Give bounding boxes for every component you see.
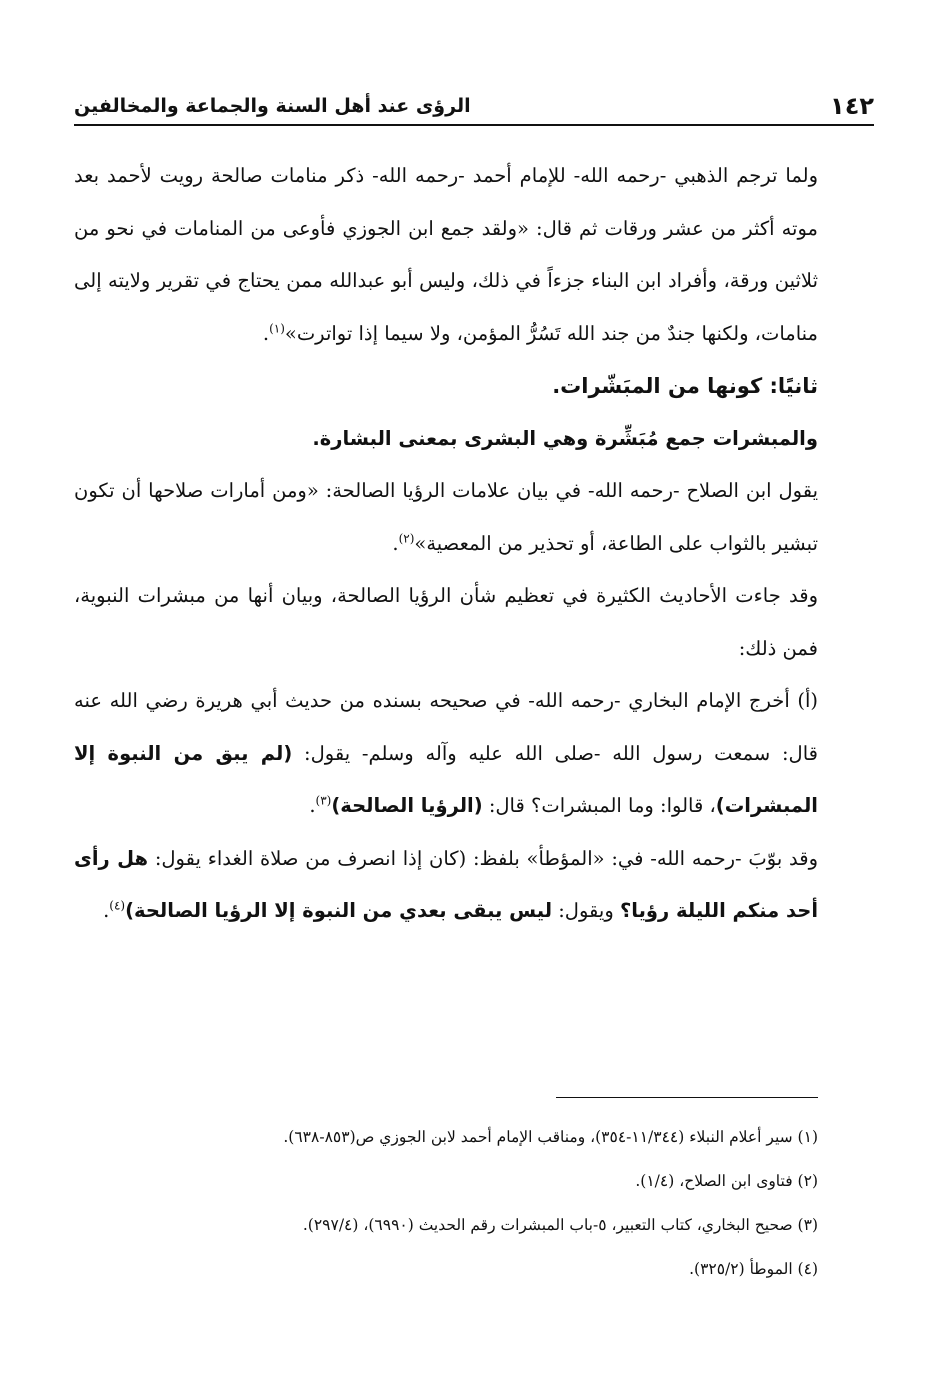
footnote-ref-4: (٤) — [109, 898, 126, 913]
running-title: الرؤى عند أهل السنة والجماعة والمخالفين — [74, 95, 471, 117]
paragraph-text: وقد بوّبَ -رحمه الله- في: «المؤطأ» بلفظ: (كان إذا انصرف من صلاة الغداء يقول: — [148, 846, 818, 870]
paragraph-muwatta — [74, 833, 818, 938]
hadith-quote: ليس يبقى بعدي من النبوة إلا الرؤيا الصالحة) — [125, 899, 553, 922]
paragraph-text: ويقول: — [552, 899, 620, 922]
hadith-quote: هل رأى أحد منكم الليلة رؤيا؟ — [74, 846, 818, 922]
paragraph-text: (أ) أخرج الإمام البخاري -رحمه الله- في صحيحه بسنده من حديث أبي هريرة رضي الله عنه قال: سمعت رسول الله -صلى الله عليه وآله وسلم- يقول: — [74, 689, 818, 765]
paragraph-end: . — [309, 794, 316, 817]
page-header — [74, 88, 874, 126]
paragraph-end: . — [392, 531, 399, 555]
footnotes — [74, 1115, 818, 1291]
hadith-quote: (الرؤيا الصالحة) — [331, 794, 483, 817]
paragraph-end: . — [103, 899, 110, 922]
paragraph-text: يقول ابن الصلاح -رحمه الله- في بيان علامات الرؤيا الصالحة: «ومن أمارات صلاحها أن تكون تبشير بالثواب على الطاعة، أو تحذير من المعصية» — [74, 479, 818, 555]
footnote-1: (١) سير أعلام النبلاء (١١/٣٤٤-٣٥٤)، ومناقب الإمام أحمد لابن الجوزي ص(٨٥٣-٦٣٨). — [283, 1128, 818, 1146]
footnote-divider — [556, 1097, 818, 1098]
hadith-quote: (لم يبق من النبوة إلا المبشرات) — [74, 741, 818, 817]
paragraph-bukhari — [74, 675, 818, 833]
paragraph-text: ، قالوا: وما المبشرات؟ قال: — [482, 794, 716, 817]
footnote-ref-2: (٢) — [398, 531, 415, 545]
footnote-ref-1: (١) — [269, 321, 285, 335]
paragraph-dhahabi — [74, 150, 818, 360]
main-text — [74, 150, 818, 938]
paragraph-text: ولما ترجم الذهبي -رحمه الله- للإمام أحمد -رحمه الله- ذكر منامات صالحة رويت لأحمد بعد موته أكثر من عشر ورقات ثم قال: «ولقد جمع ابن الجوزي فأوعى من المنامات في نحو من ثلاثين ورقة، وأفراد ابن البناء جزءاً في ذلك، وليس أبو عبدالله ممن يحتاج في تقرير ولايته إلى منامات، ولكنها جندٌ من جند الله تَسُرُّ المؤمن، ولا سيما إذا تواترت» — [74, 164, 818, 345]
paragraph-ibn-salah — [74, 465, 818, 570]
footnote-3: (٣) صحيح البخاري، كتاب التعبير، ٥-باب المبشرات رقم الحديث (٦٩٩٠)، (٢٩٧/٤). — [302, 1216, 818, 1234]
footnote-ref-3: (٣) — [315, 793, 332, 808]
footnote-4: (٤) الموطأ (٣٢٥/٢). — [689, 1260, 818, 1278]
page-number: ١٤٢ — [830, 92, 874, 120]
section-heading: ثانيًا: كونها من المبَشّرات. — [552, 374, 818, 398]
paragraph-end: . — [262, 321, 270, 345]
paragraph-hadiths-intro: وقد جاءت الأحاديث الكثيرة في تعظيم شأن الرؤيا الصالحة، وبيان أنها من مبشرات النبوية، فمن ذلك: — [74, 584, 818, 660]
footnote-2: (٢) فتاوى ابن الصلاح، (١/٤). — [635, 1172, 818, 1190]
paragraph-definition: والمبشرات جمع مُبَشِّرة وهي البشرى بمعنى البشارة. — [312, 426, 818, 450]
